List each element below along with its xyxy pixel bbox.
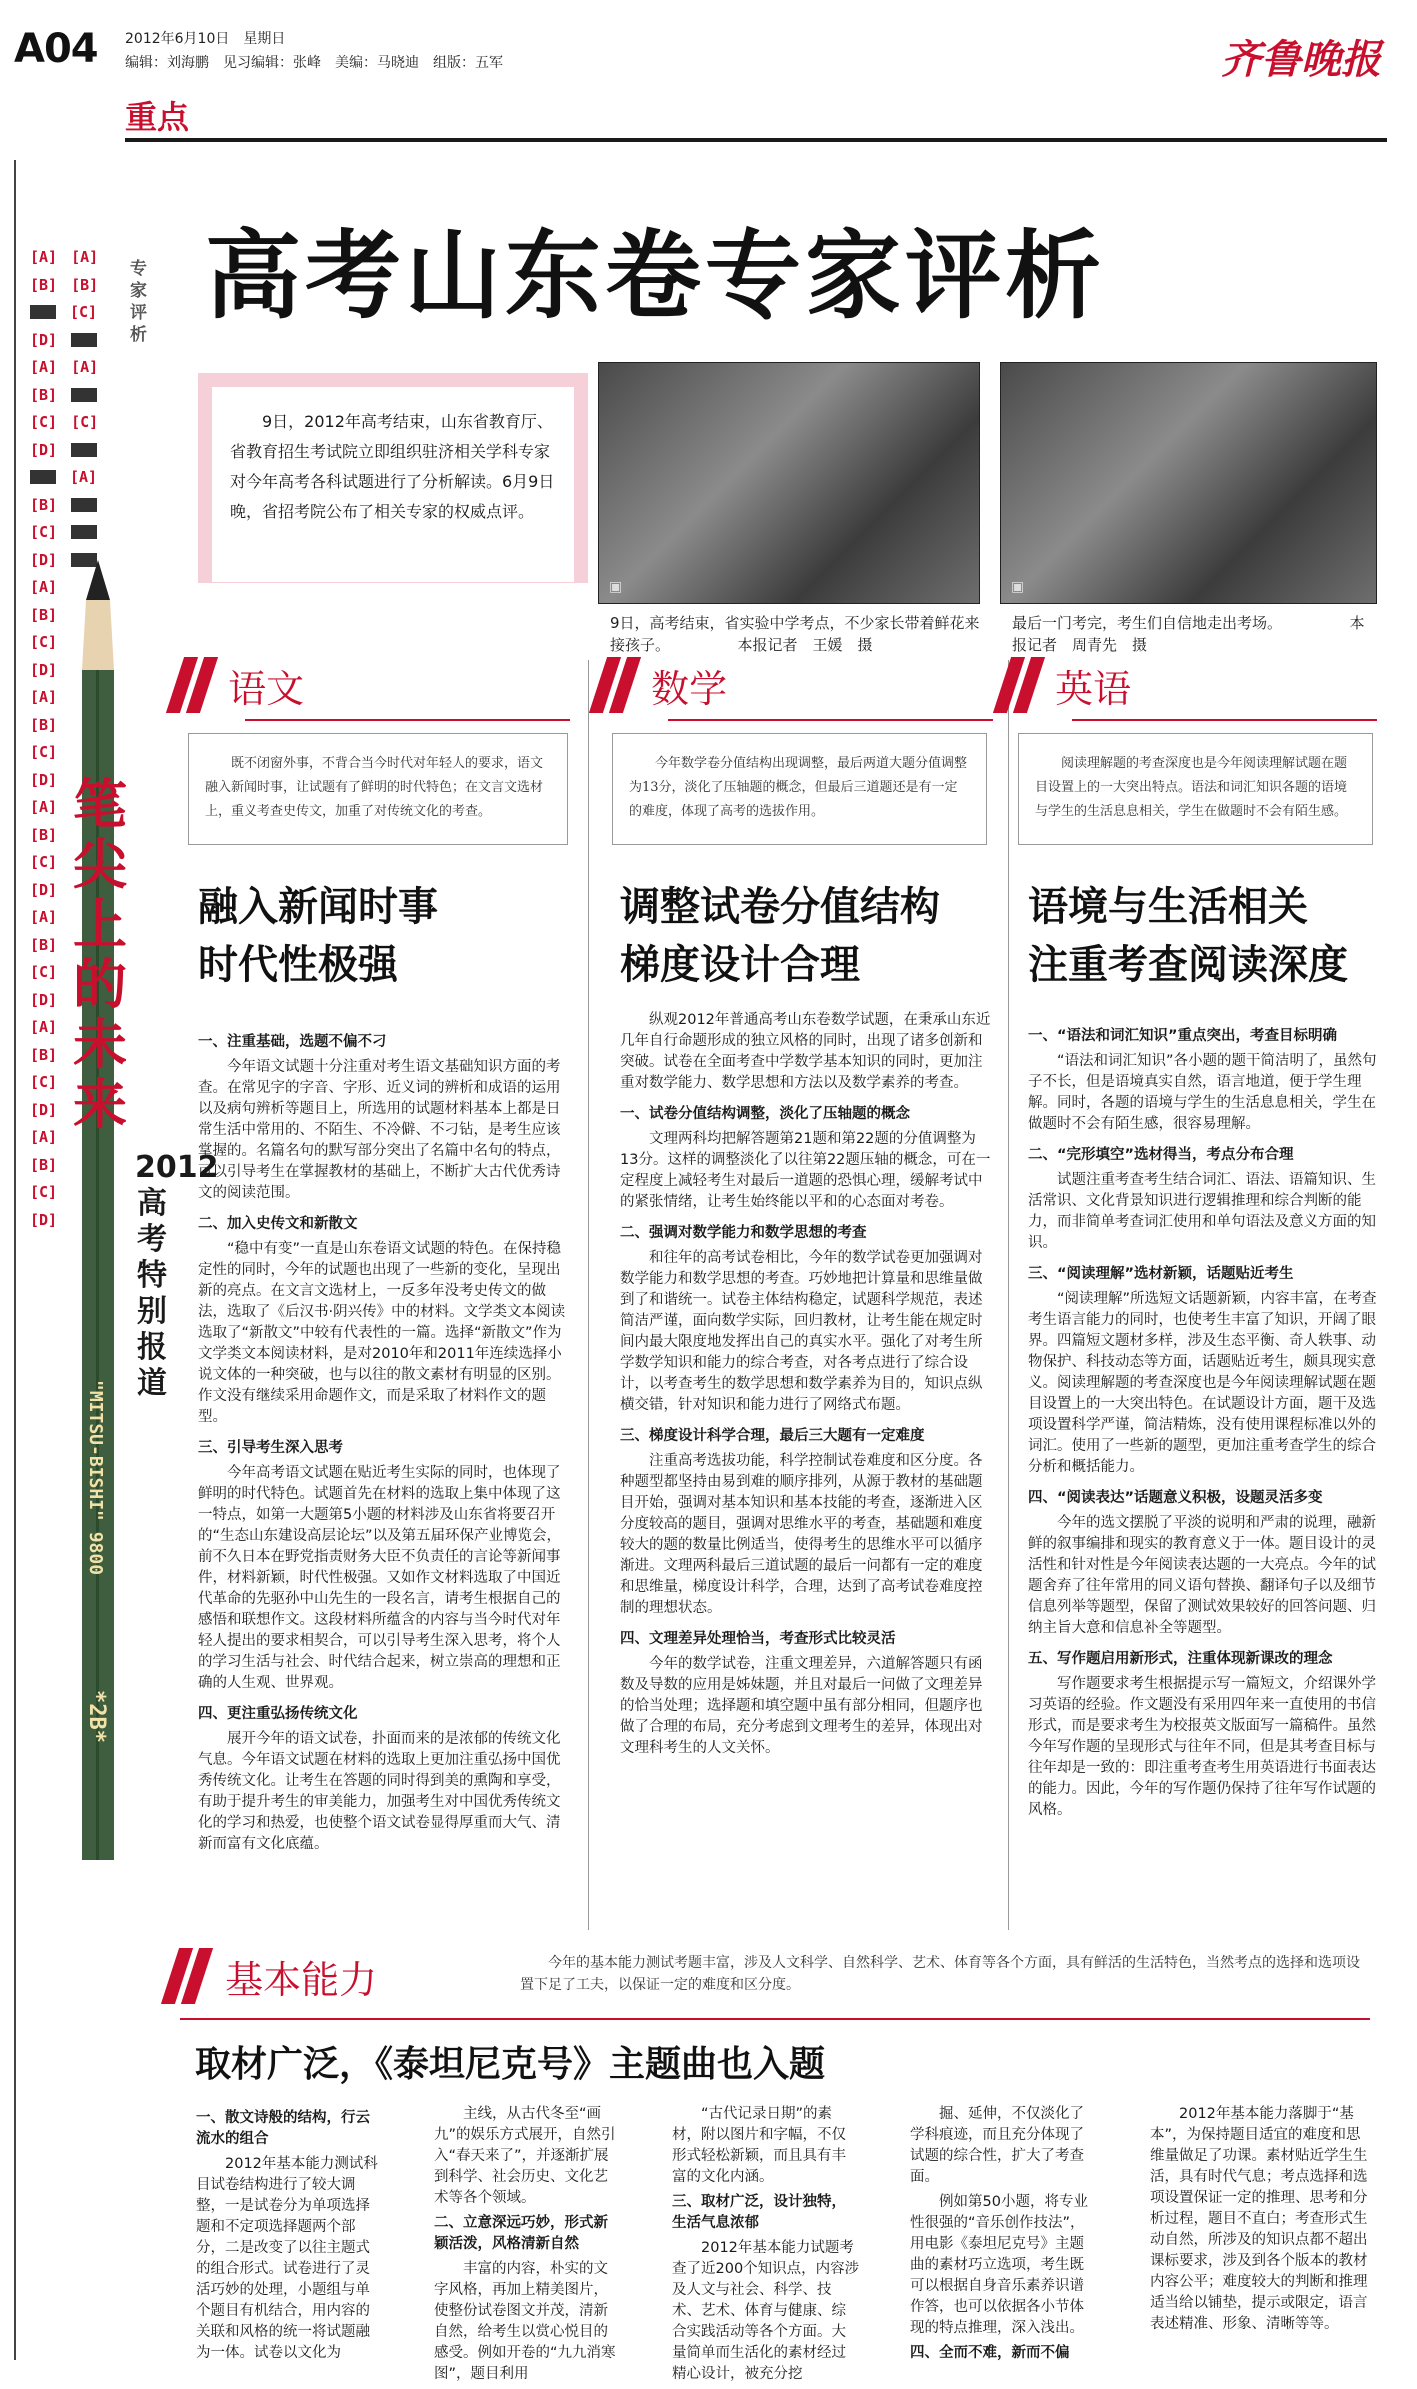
filled-answer-mark	[30, 305, 56, 319]
chinese-title-line2: 时代性极强	[198, 942, 398, 988]
expert-eval-label: 专家评析	[130, 259, 147, 345]
newspaper-logo: 齐鲁晚报	[1221, 36, 1381, 83]
section-heading: 三、“阅读理解”选材新颖，话题贴近考生	[1028, 1266, 1294, 1282]
math-title-line2: 梯度设计合理	[620, 942, 860, 988]
section-heading: 三、引导考生深入思考	[198, 1440, 343, 1456]
subject-rule	[1072, 719, 1377, 721]
math-title-line1: 调整试卷分值结构	[620, 884, 940, 930]
pencil-brand: "MITSU-BISHI" 9800	[85, 1380, 106, 1576]
lead-paragraph: 纵观2012年普通高考山东卷数学试题，在秉承山东近几年自行命题形成的独立风格的同时，出现了诸多创新和突破。试卷在全面考查中学数学基本知识的同时，更加注重对数学能力、数学思想和方法以及数学素养的考查。	[620, 1012, 991, 1091]
subject-header-math	[598, 657, 993, 721]
subject-rule	[180, 2018, 1370, 2020]
chinese-body	[198, 1022, 572, 1861]
filled-answer-mark	[71, 525, 97, 539]
answer-cell: [A]	[30, 358, 58, 376]
answer-cell: [A]	[30, 248, 58, 266]
answer-cell: [D]	[30, 880, 58, 899]
english-body	[1028, 1016, 1380, 1827]
section-heading: 二、“完形填空”选材得当，考点分布合理	[1028, 1147, 1294, 1163]
section-paragraph: 今年高考语文试题在贴近考生实际的同时，也体现了鲜明的时代特色。试题首先在材料的选取上集中体现了这一特点，如第一大题第5小题的材料涉及山东省将要召开的“生态山东建设高层论坛”以及第五届环保产业博览会，前不久日本在野党指责财务大臣不负责任的言论等新闻事件，材料新颖，时代性极强。又如作文材料选取了中国近代革命的先驱孙中山先生的一段名言，请考生根据自己的感悟和联想作文。这段材料所蕴含的内容与当今时代对年轻人提出的要求相契合，可以引导考生深入思考，将个人的学习生活与社会、时代结合起来，树立崇高的理想和正确的人生观、世界观。	[198, 1465, 562, 1691]
section-paragraph: 2012年基本能力落脚于“基本”，为保持题目适宜的难度和思维量做足了功课。素材贴近学生生活，具有时代气息；考点选择和选项设置保证一定的推理、思考和分析过程，题目不直白；考查形式生动自然，所涉及的知识点都不超出课标要求，涉及到各个版本的教材内容公平；难度较大的判断和推理适当给以铺垫，提示或限定，语言表述精准、形象、清晰等等。	[1150, 2106, 1368, 2332]
answer-cell: [C]	[30, 1183, 58, 1201]
answer-row	[30, 382, 130, 410]
answer-cell: [A]	[30, 578, 58, 596]
subject-header-chinese	[175, 657, 570, 721]
intro-text: 9日，2012年高考结束，山东省教育厅、省教育招生考试院立即组织驻济相关学科专家对今年高考各科试题进行了分析解读。6月9日晚，省招考院公布了相关专家的权威点评。	[212, 387, 574, 582]
section-heading: 一、散文诗般的结构，行云流水的组合	[196, 2110, 370, 2147]
subject-header-english	[1002, 657, 1377, 721]
answer-cell: [B]	[30, 935, 58, 954]
basic-intro: 今年的基本能力测试考题丰富，涉及人文科学、自然科学、艺术、体育等各个方面，具有鲜活的生活特色，当然考点的选择和选项设置下足了工夫，以保证一定的难度和区分度。	[520, 1955, 1360, 1993]
photo-students-exit	[1000, 362, 1377, 604]
section-paragraph: 展开今年的语文试卷，扑面而来的是浓郁的传统文化气息。今年语文试题在材料的选取上更加注重弘扬中国优秀传统文化。让考生在答题的同时得到美的熏陶和享受，有助于提升考生的审美能力，加强考生对中国优秀传统文化的学习和热爱，也使整个语文试卷显得厚重而大气、清新而富有文化底蕴。	[198, 1731, 561, 1852]
section-heading: 二、强调对数学能力和数学思想的考查	[620, 1225, 867, 1241]
answer-cell: [C]	[30, 1073, 58, 1091]
answer-row	[30, 464, 130, 492]
header-rule	[125, 138, 1387, 142]
subject-rule	[245, 719, 570, 721]
answer-row	[30, 272, 130, 300]
section-paragraph: 文理两科均把解答题第21题和第22题的分值调整为13分。这样的调整淡化了以往第22题压轴的概念，可在一定程度上减轻考生对最后一道题的恐惧心理，缓解考试中的紧张情绪，让考生始终能以平和的心态面对考卷。	[620, 1131, 991, 1210]
pencil-tip	[86, 560, 110, 600]
answer-cell: [B]	[30, 1155, 58, 1174]
section-paragraph: 掘、延伸，不仅淡化了学科痕迹，而且充分体现了试题的综合性，扩大了考查面。	[910, 2106, 1084, 2185]
photo1-caption: 9日，高考结束，省实验中学考点，不少家长带着鲜花来接孩子。 本报记者 王媛 摄	[610, 614, 980, 654]
answer-cell: [D]	[30, 440, 58, 459]
answer-cell: [C]	[30, 743, 58, 761]
section-heading: 四、更注重弘扬传统文化	[198, 1706, 358, 1722]
answer-cell: [B]	[71, 275, 99, 294]
section-heading: 四、“阅读表达”话题意义积极，设题灵活多变	[1028, 1490, 1323, 1506]
subject-label: 英语	[1055, 666, 1132, 711]
answer-cell: [D]	[30, 330, 58, 349]
section-paragraph: 丰富的内容，朴实的文字风格，再加上精美图片，使整份试卷图文并茂，清新自然，给考生以赏心悦目的感受。例如开卷的“九九消寒图”，题目利用	[434, 2261, 616, 2382]
math-title	[620, 878, 1000, 994]
answer-cell: [B]	[30, 385, 58, 404]
section-heading: 二、加入史传文和新散文	[198, 1216, 358, 1232]
section-paragraph: 写作题要求考生根据提示写一篇短文，介绍课外学习英语的经验。作文题没有采用四年来一直使用的书信形式，而是要求考生为校报英文版面写一篇稿件。虽然今年写作题的呈现形式与往年不同，但是其考查目标与往年却是一致的：即注重考查考生用英语进行书面表达的能力。因此，今年的写作题仍保持了往年写作试题的风格。	[1028, 1676, 1376, 1818]
section-heading: 五、写作题启用新形式，注重体现新课改的理念	[1028, 1651, 1333, 1667]
special-headline: 笔尖上的未来	[73, 773, 127, 1136]
pencil-graphic	[72, 560, 124, 1860]
subject-label: 基本能力	[225, 1957, 378, 2002]
chinese-title-line1: 融入新闻时事	[198, 884, 438, 930]
pencil-grade: *2B*	[84, 1690, 109, 1743]
answer-row	[30, 244, 130, 272]
english-title	[1028, 878, 1378, 994]
left-frame-rule	[14, 160, 16, 2360]
filled-answer-mark	[71, 498, 97, 512]
answer-cell: [C]	[30, 633, 58, 651]
section-heading: 一、试卷分值结构调整，淡化了压轴题的概念	[620, 1106, 910, 1122]
basic-col-5	[1150, 2104, 1370, 2339]
section-heading: 三、梯度设计科学合理，最后三大题有一定难度	[620, 1428, 925, 1444]
math-intro: 今年数学卷分值结构出现调整，最后两道大题分值调整为13分，淡化了压轴题的概念，但最后三道题还是有一定的难度，体现了高考的选拔作用。	[612, 733, 987, 845]
answer-cell: [A]	[30, 908, 58, 926]
section-heading: 二、立意深远巧妙，形式新颖活泼，风格清新自然	[434, 2215, 608, 2252]
chinese-title	[198, 878, 568, 994]
answer-row	[30, 409, 130, 437]
answer-cell: [B]	[30, 275, 58, 294]
answer-cell: [D]	[30, 770, 58, 789]
answer-cell: [D]	[30, 990, 58, 1009]
answer-cell: [D]	[30, 1210, 58, 1229]
section-paragraph: 注重高考选拔功能，科学控制试卷难度和区分度。各种题型都坚持由易到难的顺序排列，从源于教材的基础题目开始，强调对基本知识和基本技能的考查，逐渐进入区分度较高的题目，强调对思维水平的考查，基础题和难度较大的题的数量比例适当，使得考生的思维水平可以循序渐进。文理两科最后三道试题的最后一问都有一定的难度和思维量，梯度设计科学，合理，达到了高考试卷难度控制的理想状态。	[620, 1453, 983, 1616]
answer-cell: [C]	[30, 413, 58, 431]
answer-cell: [C]	[30, 853, 58, 871]
basic-title: 取材广泛，《泰坦尼克号》主题曲也入题	[195, 2044, 826, 2085]
answer-cell: [A]	[71, 248, 99, 266]
answer-cell: [B]	[30, 1045, 58, 1064]
section-heading: 一、注重基础，选题不偏不刁	[198, 1034, 387, 1050]
section-paragraph: 例如第50小题，将专业性很强的“音乐创作技法”，用电影《泰坦尼克号》主题曲的素材巧立选项，考生既可以根据自身音乐素养识谱作答，也可以依据各小节体现的特点推理，深入浅出。	[910, 2194, 1088, 2336]
column-divider	[1008, 660, 1009, 1930]
section-paragraph: 试题注重考查考生结合词汇、语法、语篇知识、生活常识、文化背景知识进行逻辑推理和综合判断的能力，而非简单考查词汇使用和单句语法及意义方面的知识。	[1028, 1172, 1376, 1251]
section-paragraph: 今年语文试题十分注重对考生语文基础知识方面的考查。在常见字的字音、字形、近义词的辨析和成语的运用以及病句辨析等题目上，所选用的试题材料基本上都是日常生活中常用的、不陌生、不冷僻、不刁钻，是考生应该掌握的。名篇名句的默写部分突出了名篇中名句的特点，可以引导考生在掌握教材的基础上，不断扩大古代优秀诗文的阅读范围。	[198, 1059, 561, 1201]
english-title-line1: 语境与生活相关	[1028, 884, 1308, 930]
basic-col-3	[672, 2104, 860, 2389]
answer-row	[30, 327, 130, 355]
section-paragraph: “阅读理解”所选短文话题新颖，内容丰富，在考查考生语言能力的同时，也使考生丰富了知识，开阔了眼界。四篇短文题材多样，涉及生态平衡、奇人轶事、动物保护、科技动态等方面，话题贴近考生，颇具现实意义。阅读理解题的考查深度也是今年阅读理解试题在题目设置上的一大突出特色。在试题设计方面，题干及选项设置科学严谨，简洁精炼，没有使用课程标准以外的词汇。使用了一些新的题型，更加注重考查学生的综合分析和概括能力。	[1028, 1291, 1377, 1475]
section-heading: 四、全而不难，新而不偏	[910, 2345, 1070, 2361]
section-paragraph: 和往年的高考试卷相比，今年的数学试卷更加强调对数学能力和数学思想的考查。巧妙地把计算量和思维量做到了和谐统一。试卷主体结构稳定，试题科学规范，表述简洁严谨，面向数学实际，回归教材，让考生能在规定时间内最大限度地发挥出自己的真实水平。强化了对考生所学数学知识和能力的综合考查，对各考点进行了综合设计，以考查考生的数学思想和数学素养为目的，知识点纵横交错，针对知识和能力进行了网络式布题。	[620, 1250, 983, 1413]
basic-col-4	[910, 2104, 1098, 2368]
answer-cell: [B]	[30, 715, 58, 734]
answer-cell: [C]	[70, 303, 98, 321]
subject-rule	[668, 719, 993, 721]
photo-icon: ▣	[609, 579, 623, 595]
answer-cell: [C]	[30, 523, 58, 541]
page-number: A04	[14, 26, 98, 72]
answer-cell: [A]	[70, 468, 98, 486]
pencil-wood	[82, 600, 114, 670]
answer-cell: [A]	[30, 1018, 58, 1036]
photo-icon: ▣	[1011, 579, 1025, 595]
basic-col-1	[196, 2104, 384, 2368]
basic-col-2	[434, 2104, 622, 2389]
answer-row	[30, 437, 130, 465]
answer-cell: [B]	[30, 605, 58, 624]
subject-label: 数学	[651, 666, 728, 711]
answer-cell: [D]	[30, 1100, 58, 1119]
answer-row	[30, 299, 130, 327]
filled-answer-mark	[71, 388, 97, 402]
section-paragraph: 2012年基本能力测试科目试卷结构进行了较大调整，一是试卷分为单项选择题和不定项选择题两个部分，二是改变了以往主题式的组合形式。试卷进行了灵活巧妙的处理，小题组与单个题目有机结合，用内容的关联和风格的统一将试题融为一体。试卷以文化为	[196, 2156, 378, 2361]
section-heading: 一、“语法和词汇知识”重点突出，考查目标明确	[1028, 1028, 1338, 1044]
answer-cell: [B]	[30, 825, 58, 844]
editors-line: 编辑：刘海鹏 见习编辑：张峰 美编：马晓迪 组版：五军	[125, 55, 503, 71]
section-paragraph: 今年的选文摆脱了平淡的说明和严肃的说理，融新鲜的叙事编排和现实的教育意义于一体。题目设计的灵活性和针对性是今年阅读表达题的一大亮点。今年的试题舍弃了往年常用的同义语句替换、翻译句子以及细节信息列举等题型，保留了测试效果较好的回答问题、归纳主旨大意和信息补全等题型。	[1028, 1515, 1376, 1636]
answer-cell: [A]	[30, 1128, 58, 1146]
answer-cell: [A]	[71, 358, 99, 376]
photo2-caption: 最后一门考完，考生们自信地走出考场。 本报记者 周青先 摄	[1012, 614, 1365, 654]
special-subline: 2012高考特别报道	[135, 1150, 219, 1401]
filled-answer-mark	[71, 443, 97, 457]
answer-row	[30, 354, 130, 382]
filled-answer-mark	[71, 333, 97, 347]
answer-cell: [D]	[30, 550, 58, 569]
chinese-intro: 既不闭窗外事，不背合当今时代对年轻人的要求，语文融入新闻时事，让试题有了鲜明的时代特色；在文言文选材上，重义考查史传文，加重了对传统文化的考查。	[188, 733, 568, 845]
answer-row	[30, 492, 130, 520]
section-paragraph: 今年的数学试卷，注重文理差异，六道解答题只有函数及导数的应用是姊妹题，并且对最后一问做了文理差异的恰当处理；选择题和填空题中虽有部分相同，但题序也做了合理的布局，充分考虑到文理考生的差异，体现出对文理科考生的人文关怀。	[620, 1656, 983, 1756]
section-paragraph: “稳中有变”一直是山东卷语文试题的特色。在保持稳定性的同时，今年的试题也出现了一些新的变化，呈现出新的亮点。在文言文选材上，一反多年没考史传文的做法，选取了《后汉书·阴兴传》中的材料。文学类文本阅读选取了“新散文”中较有代表性的一篇。选择“新散文”作为文学类文本阅读材料，是对2010年和2011年连续选择小说文体的一种突破，也与以往的散文素材有明显的区别。作文没有继续采用命题作文，而是采取了材料作文的题型。	[198, 1241, 566, 1425]
page-title: 高考山东卷专家评析	[205, 220, 1105, 332]
section-tag: 重点	[125, 98, 190, 136]
date-line: 2012年6月10日 星期日	[125, 31, 286, 47]
photo-parents-flowers	[598, 362, 980, 604]
answer-cell: [D]	[30, 660, 58, 679]
english-intro: 阅读理解题的考查深度也是今年阅读理解试题在题目设置上的一大突出特点。语法和词汇知识各题的语境与学生的生活息息相关，学生在做题时不会有陌生感。	[1018, 733, 1373, 845]
section-paragraph: 2012年基本能力试题考查了近200个知识点，内容涉及人文与社会、科学、技术、艺术、体育与健康、综合实践活动等各个方面。大量简单而生活化的素材经过精心设计，被充分挖	[672, 2240, 860, 2382]
column-divider	[588, 660, 589, 1930]
answer-cell: [B]	[30, 495, 58, 514]
answer-cell: [A]	[30, 798, 58, 816]
english-title-line2: 注重考查阅读深度	[1028, 942, 1348, 988]
subject-label: 语文	[228, 666, 305, 711]
filled-answer-mark	[30, 470, 56, 484]
section-heading: 三、取材广泛，设计独特，生活气息浓郁	[672, 2194, 846, 2231]
answer-cell: [A]	[30, 688, 58, 706]
section-heading: 四、文理差异处理恰当，考查形式比较灵活	[620, 1631, 896, 1647]
answer-cell: [C]	[71, 413, 99, 431]
answer-cell: [C]	[30, 963, 58, 981]
section-paragraph: 主线，从古代冬至“画九”的娱乐方式展开，自然引入“春天来了”，并逐渐扩展到科学、社会历史、文化艺术等各个领域。	[434, 2106, 616, 2206]
math-body	[620, 1010, 992, 1765]
section-paragraph: “语法和词汇知识”各小题的题干简洁明了，虽然句子不长，但是语境真实自然，语言地道，便于学生理解。同时，各题的语境与学生的生活息息相关，学生在做题时不会有陌生感，很容易理解。	[1028, 1053, 1377, 1132]
section-paragraph: “古代记录日期”的素材，附以图片和字幅，不仅形式轻松新颖，而且具有丰富的文化内涵。	[672, 2106, 846, 2185]
answer-row	[30, 519, 130, 547]
